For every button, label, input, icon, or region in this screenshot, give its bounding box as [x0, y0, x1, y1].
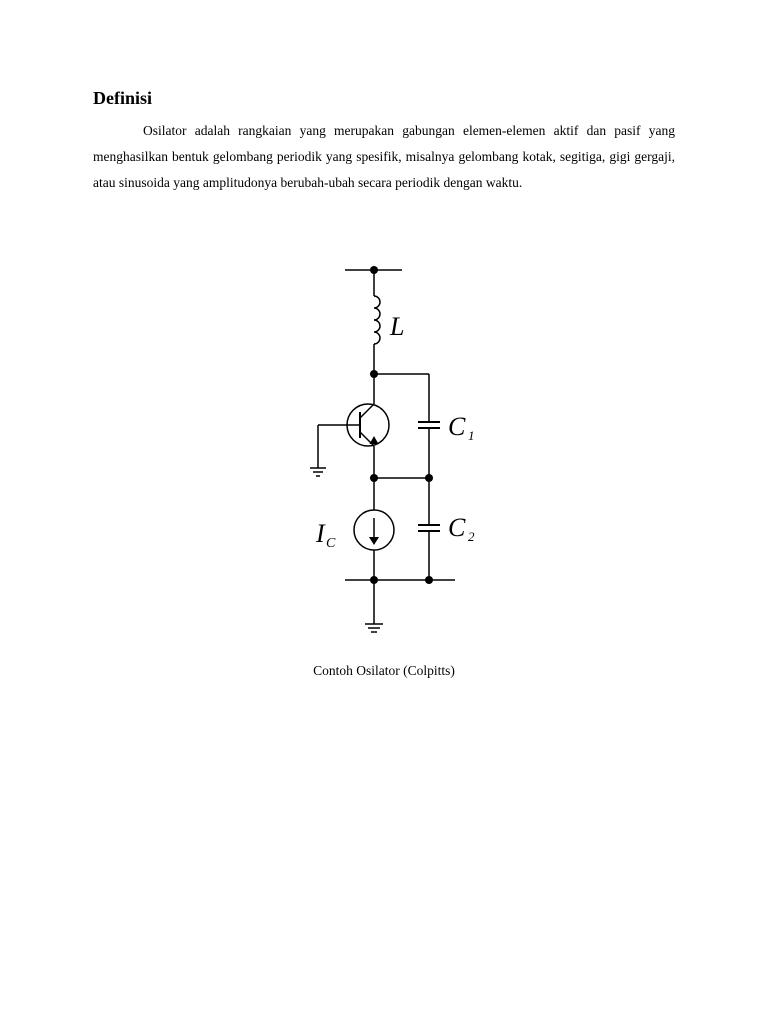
emitter-arrowhead — [370, 436, 379, 444]
section-heading: Definisi — [93, 88, 153, 108]
transistor-collector — [360, 404, 374, 418]
current-source-subscript: C — [326, 536, 336, 551]
junction-dot-bottom-right — [425, 576, 433, 584]
junction-dot-bottom-left — [370, 576, 378, 584]
c2-subscript: 2 — [468, 529, 475, 544]
junction-dot-emitter — [370, 474, 378, 482]
colpitts-circuit-diagram — [290, 258, 480, 648]
definition-paragraph: Osilator adalah rangkaian yang merupakan gabungan elemen-elemen aktif dan pasif yang menghasilkan bentuk gelombang periodik yang spesifik, misalnya gelombang kotak, segitiga, gigi gergaji, atau sinusoida yang amplitudonya berubah-ubah secara periodik dengan waktu. — [93, 123, 675, 190]
current-source-arrowhead — [369, 537, 379, 545]
junction-dot-top — [370, 266, 378, 274]
junction-dot-collector — [370, 370, 378, 378]
c2-label: C — [448, 513, 466, 542]
figure-caption: Contoh Osilator (Colpitts) — [313, 663, 455, 678]
c1-label: C — [448, 412, 466, 441]
junction-dot-cap-node — [425, 474, 433, 482]
inductor-label: L — [390, 312, 405, 341]
current-source-label: I — [316, 519, 325, 548]
c1-subscript: 1 — [468, 428, 475, 443]
inductor-coil — [374, 296, 380, 344]
